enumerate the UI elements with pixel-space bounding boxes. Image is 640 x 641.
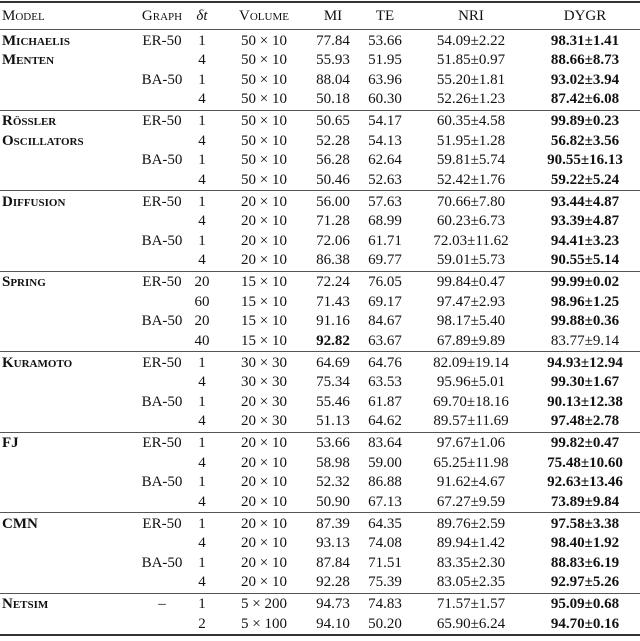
cell-dt: 60	[194, 293, 210, 310]
cell-mi: 64.69	[316, 354, 350, 371]
cell-graph: ER-50	[142, 193, 182, 210]
cell-dygr: 88.83±6.19	[550, 554, 620, 571]
cell-graph: ER-50	[142, 354, 182, 371]
cell-dt: 4	[198, 91, 206, 107]
cell-dt: 4	[198, 171, 206, 188]
cell-graph: BA-50	[141, 71, 183, 88]
cell-mi: 94.73	[316, 596, 350, 612]
cell-volume: 15 × 10	[241, 293, 287, 310]
cell-te: 59.00	[368, 454, 402, 471]
cell-te: 71.51	[368, 554, 402, 571]
cell-volume: 50 × 10	[241, 152, 287, 168]
cell-volume: 20 × 10	[241, 493, 287, 510]
cell-te: 60.30	[368, 91, 402, 107]
cell-mi: 87.84	[316, 554, 350, 571]
model-group	[0, 30, 640, 111]
table-row	[0, 171, 640, 191]
header-mi: MI	[323, 7, 343, 24]
cell-mi: 72.24	[316, 274, 350, 290]
model-group	[0, 513, 640, 594]
header-dygr: DYGR	[563, 7, 607, 24]
cell-nri: 51.85±0.97	[436, 52, 506, 68]
cell-dt: 1	[198, 193, 206, 210]
cell-te: 86.88	[368, 474, 402, 490]
table-row	[0, 132, 640, 152]
table-row	[0, 373, 640, 393]
cell-dygr: 90.55±5.14	[550, 252, 620, 268]
cell-dt: 4	[198, 413, 206, 429]
cell-volume: 50 × 10	[241, 52, 287, 68]
cell-nri: 97.67±1.06	[436, 435, 506, 451]
cell-dygr: 99.82±0.47	[550, 435, 620, 451]
table-row	[0, 251, 640, 271]
cell-dt: 2	[198, 615, 206, 632]
cell-dygr: 98.31±1.41	[550, 32, 620, 49]
cell-nri: 71.57±1.57	[436, 596, 506, 612]
cell-volume: 20 × 10	[241, 554, 287, 571]
cell-graph: ER-50	[142, 113, 182, 129]
cell-nri: 59.81±5.74	[436, 152, 506, 168]
table-row	[0, 312, 640, 332]
cell-volume: 50 × 10	[241, 71, 287, 88]
table-row	[0, 151, 640, 171]
cell-nri: 67.27±9.59	[436, 493, 506, 510]
table-body	[0, 30, 640, 636]
cell-te: 68.99	[368, 213, 402, 229]
cell-te: 61.87	[368, 393, 402, 410]
cell-graph: ER-50	[142, 32, 182, 49]
cell-mi: 58.98	[316, 454, 350, 471]
cell-dygr: 97.48±2.78	[550, 413, 620, 429]
table-row	[0, 32, 640, 52]
cell-te: 57.63	[368, 193, 402, 210]
cell-te: 54.13	[368, 132, 402, 149]
table-row	[0, 90, 640, 110]
cell-volume: 20 × 10	[241, 474, 287, 490]
cell-graph: BA-50	[141, 474, 183, 490]
table-row	[0, 71, 640, 91]
cell-dt: 4	[198, 535, 206, 551]
cell-mi: 50.18	[316, 91, 350, 107]
cell-nri: 52.26±1.23	[436, 91, 506, 107]
cell-dt: 1	[198, 32, 206, 49]
cell-dt: 1	[198, 113, 206, 129]
cell-nri: 83.05±2.35	[436, 574, 506, 590]
cell-dygr: 75.48±10.60	[547, 454, 623, 471]
model-group	[0, 352, 640, 433]
cell-dygr: 99.30±1.67	[550, 374, 620, 390]
cell-mi: 91.16	[316, 313, 350, 329]
cell-mi: 77.84	[316, 32, 350, 49]
cell-te: 67.13	[368, 493, 402, 510]
cell-te: 54.17	[368, 113, 402, 129]
cell-nri: 65.90±6.24	[436, 615, 506, 632]
cell-te: 75.39	[368, 574, 402, 590]
header-model: Model	[2, 7, 45, 24]
header-graph: Graph	[141, 7, 183, 24]
cell-mi: 72.06	[316, 232, 350, 249]
cell-nri: 97.47±2.93	[436, 293, 506, 310]
table-row	[0, 434, 640, 454]
cell-mi: 71.43	[316, 293, 350, 310]
table-row	[0, 193, 640, 213]
cell-mi: 53.66	[316, 435, 350, 451]
cell-volume: 20 × 10	[241, 193, 287, 210]
cell-te: 84.67	[368, 313, 402, 329]
cell-dt: 1	[198, 71, 206, 88]
cell-nri: 89.76±2.59	[436, 515, 506, 532]
cell-dygr: 97.58±3.38	[550, 515, 620, 532]
model-group	[0, 433, 640, 514]
cell-te: 83.64	[368, 435, 402, 451]
cell-nri: 51.95±1.28	[436, 132, 506, 149]
cell-volume: 15 × 10	[241, 274, 287, 290]
cell-te: 69.77	[368, 252, 402, 268]
cell-mi: 71.28	[316, 213, 350, 229]
cell-mi: 88.04	[316, 71, 350, 88]
cell-graph: BA-50	[141, 554, 183, 571]
cell-graph: BA-50	[141, 393, 183, 410]
table-row	[0, 393, 640, 413]
cell-dygr: 95.09±0.68	[550, 596, 620, 612]
header-te: TE	[375, 7, 395, 24]
cell-te: 53.66	[368, 32, 402, 49]
table-row	[0, 354, 640, 374]
cell-graph: BA-50	[141, 232, 183, 249]
cell-nri: 95.96±5.01	[436, 374, 506, 390]
cell-graph: BA-50	[141, 313, 183, 329]
cell-mi: 50.46	[316, 171, 350, 188]
cell-nri: 98.17±5.40	[436, 313, 506, 329]
cell-dygr: 73.89±9.84	[550, 493, 620, 510]
cell-volume: 20 × 10	[241, 574, 287, 590]
model-name: CMN	[2, 515, 38, 532]
cell-mi: 56.28	[316, 152, 350, 168]
cell-dygr: 93.44±4.87	[550, 193, 620, 210]
cell-volume: 50 × 10	[241, 171, 287, 188]
model-name: Diffusion	[2, 193, 66, 210]
cell-volume: 15 × 10	[241, 313, 287, 329]
cell-dygr: 88.66±8.73	[550, 52, 620, 68]
cell-dygr: 93.02±3.94	[550, 71, 620, 88]
cell-dygr: 98.40±1.92	[550, 535, 620, 551]
table-row	[0, 273, 640, 293]
cell-nri: 59.01±5.73	[436, 252, 506, 268]
cell-volume: 20 × 10	[241, 535, 287, 551]
cell-te: 76.05	[368, 274, 402, 290]
cell-mi: 51.13	[316, 413, 350, 429]
table-row	[0, 293, 640, 313]
cell-dygr: 83.77±9.14	[550, 332, 620, 349]
cell-nri: 55.20±1.81	[436, 71, 506, 88]
cell-mi: 56.00	[316, 193, 350, 210]
cell-volume: 50 × 10	[241, 113, 287, 129]
cell-dt: 4	[198, 574, 206, 590]
table-row	[0, 615, 640, 635]
table-row	[0, 573, 640, 593]
cell-volume: 30 × 30	[241, 354, 287, 371]
cell-volume: 50 × 10	[241, 132, 287, 149]
cell-mi: 92.28	[316, 574, 350, 590]
cell-dygr: 90.13±12.38	[547, 393, 623, 410]
cell-nri: 91.62±4.67	[436, 474, 506, 490]
model-group	[0, 594, 640, 637]
model-name: Kuramoto	[2, 354, 73, 371]
model-name: FJ	[2, 435, 19, 451]
table-row	[0, 473, 640, 493]
cell-mi: 93.13	[316, 535, 350, 551]
table-row	[0, 493, 640, 513]
cell-nri: 72.03±11.62	[433, 232, 509, 249]
cell-dt: 1	[198, 152, 206, 168]
cell-graph: ER-50	[142, 515, 182, 532]
cell-dt: 1	[198, 232, 206, 249]
cell-te: 74.08	[368, 535, 402, 551]
cell-graph: BA-50	[141, 152, 183, 168]
cell-nri: 60.35±4.58	[436, 113, 506, 129]
model-group	[0, 191, 640, 272]
cell-dygr: 90.55±16.13	[547, 152, 623, 168]
cell-dt: 4	[198, 132, 206, 149]
cell-dt: 4	[198, 454, 206, 471]
cell-te: 50.20	[368, 615, 402, 632]
table-row	[0, 232, 640, 252]
cell-mi: 87.39	[316, 515, 350, 532]
cell-mi: 94.10	[316, 615, 350, 632]
cell-nri: 89.94±1.42	[436, 535, 506, 551]
cell-te: 51.95	[368, 52, 402, 68]
cell-nri: 82.09±19.14	[433, 354, 509, 371]
cell-volume: 20 × 30	[241, 413, 287, 429]
cell-dt: 1	[198, 554, 206, 571]
cell-dt: 4	[198, 374, 206, 390]
cell-graph: –	[158, 596, 166, 612]
header-dt: δt	[196, 7, 208, 24]
cell-mi: 92.82	[316, 332, 350, 349]
cell-volume: 20 × 10	[241, 515, 287, 532]
cell-te: 63.96	[368, 71, 402, 88]
cell-nri: 83.35±2.30	[436, 554, 506, 571]
cell-dygr: 59.22±5.24	[550, 171, 620, 188]
model-name: Rössler	[2, 113, 57, 129]
cell-dygr: 99.99±0.02	[550, 274, 620, 290]
cell-nri: 65.25±11.98	[433, 454, 509, 471]
cell-te: 69.17	[368, 293, 402, 310]
cell-te: 61.71	[368, 232, 402, 249]
cell-dt: 4	[198, 252, 206, 268]
model-name: Netsim	[2, 596, 49, 612]
cell-nri: 70.66±7.80	[436, 193, 506, 210]
cell-dygr: 92.63±13.46	[547, 474, 623, 490]
cell-nri: 54.09±2.22	[436, 32, 506, 49]
header-nri: NRI	[458, 7, 484, 24]
cell-dygr: 99.89±0.23	[550, 113, 620, 129]
cell-dt: 4	[198, 52, 206, 68]
cell-mi: 52.32	[316, 474, 350, 490]
cell-dygr: 87.42±6.08	[550, 91, 620, 107]
header-row	[0, 3, 640, 30]
cell-mi: 52.28	[316, 132, 350, 149]
cell-nri: 89.57±11.69	[433, 413, 509, 429]
cell-volume: 50 × 10	[241, 91, 287, 107]
cell-mi: 55.46	[316, 393, 350, 410]
cell-mi: 75.34	[316, 374, 350, 390]
cell-te: 64.76	[368, 354, 402, 371]
cell-volume: 5 × 200	[241, 596, 287, 612]
cell-mi: 50.65	[316, 113, 350, 129]
cell-dygr: 93.39±4.87	[550, 213, 620, 229]
cell-dt: 20	[194, 274, 210, 290]
model-group	[0, 111, 640, 192]
cell-volume: 20 × 10	[241, 435, 287, 451]
model-name: Oscillators	[2, 132, 84, 149]
cell-mi: 50.90	[316, 493, 350, 510]
cell-nri: 67.89±9.89	[436, 332, 506, 349]
table-row	[0, 112, 640, 132]
cell-dt: 1	[198, 354, 206, 371]
table-row	[0, 51, 640, 71]
cell-te: 74.83	[368, 596, 402, 612]
cell-nri: 52.42±1.76	[436, 171, 506, 188]
cell-volume: 50 × 10	[241, 32, 287, 49]
cell-volume: 20 × 30	[241, 393, 287, 410]
cell-dygr: 92.97±5.26	[550, 574, 620, 590]
cell-graph: ER-50	[142, 274, 182, 290]
cell-volume: 30 × 30	[241, 374, 287, 390]
cell-dt: 4	[198, 213, 206, 229]
cell-te: 64.35	[368, 515, 402, 532]
table-row	[0, 454, 640, 474]
cell-mi: 86.38	[316, 252, 350, 268]
table-row	[0, 412, 640, 432]
cell-nri: 60.23±6.73	[436, 213, 506, 229]
cell-volume: 15 × 10	[241, 332, 287, 349]
cell-te: 52.63	[368, 171, 402, 188]
table-row	[0, 212, 640, 232]
cell-dygr: 98.96±1.25	[550, 293, 620, 310]
cell-nri: 69.70±18.16	[433, 393, 509, 410]
cell-dygr: 56.82±3.56	[550, 132, 620, 149]
table-row	[0, 534, 640, 554]
cell-dt: 4	[198, 493, 206, 510]
cell-te: 63.67	[368, 332, 402, 349]
cell-dt: 1	[198, 596, 206, 612]
cell-nri: 99.84±0.47	[436, 274, 506, 290]
header-volume: Volume	[239, 7, 289, 24]
cell-dygr: 99.88±0.36	[550, 313, 620, 329]
cell-volume: 20 × 10	[241, 252, 287, 268]
table-row	[0, 515, 640, 535]
table-row	[0, 332, 640, 352]
model-name: Spring	[2, 274, 46, 290]
cell-dygr: 94.41±3.23	[550, 232, 620, 249]
cell-dt: 1	[198, 393, 206, 410]
cell-dt: 20	[194, 313, 210, 329]
model-group	[0, 272, 640, 353]
cell-te: 64.62	[368, 413, 402, 429]
cell-dt: 1	[198, 515, 206, 532]
table-row	[0, 554, 640, 574]
cell-volume: 20 × 10	[241, 232, 287, 249]
cell-volume: 20 × 10	[241, 213, 287, 229]
cell-dt: 1	[198, 435, 206, 451]
cell-dygr: 94.70±0.16	[550, 615, 620, 632]
model-name: Michaelis	[2, 32, 70, 49]
model-name: Menten	[2, 52, 55, 68]
cell-te: 63.53	[368, 374, 402, 390]
cell-dt: 40	[194, 332, 210, 349]
cell-volume: 5 × 100	[241, 615, 287, 632]
cell-dygr: 94.93±12.94	[547, 354, 623, 371]
cell-mi: 55.93	[316, 52, 350, 68]
cell-te: 62.64	[368, 152, 402, 168]
cell-dt: 1	[198, 474, 206, 490]
table-row	[0, 595, 640, 615]
cell-graph: ER-50	[142, 435, 182, 451]
cell-volume: 20 × 10	[241, 454, 287, 471]
